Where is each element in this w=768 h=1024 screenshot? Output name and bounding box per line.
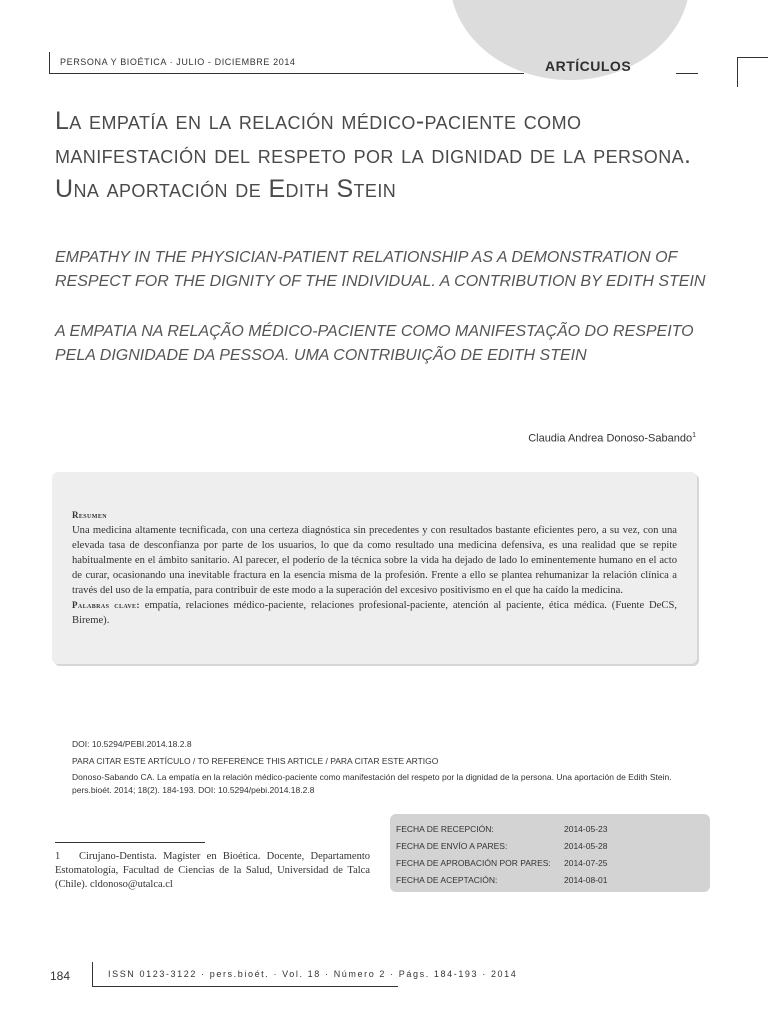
- abstract-text: Una medicina altamente tecnificada, con una certeza diagnóstica sin precedentes y con resultados bastante eficientes pero, a su vez, con una elevada tasa de desconfianza por parte de los usuarios, lo que da como resultado una medicina defensiva, es una realidad que se repite habitualmente en el ámbito sanitario. Al parecer, el poderío de la técnica sobre la vida ha dejado de lado lo eminentemente humano en el acto de curar, ocasionando una inevitable fractura en la esencia misma de la profesión. Frente a ello se plantea rehumanizar la relación clínica a través del uso de la empatía, para contribuir de este modo a la superación del excesivo positivismo en el que ha caído la medicina.: [72, 525, 677, 596]
- author-line: [528, 432, 696, 445]
- cite-label: PARA CITAR ESTE ARTÍCULO / TO REFERENCE THIS ARTICLE / PARA CITAR ESTE ARTIGO: [72, 756, 439, 766]
- author-name: Claudia Andrea Donoso-Sabando: [528, 432, 693, 445]
- keywords-line: [72, 598, 677, 628]
- header-rule-right-vertical: [737, 57, 738, 87]
- footer-rule-vertical: [92, 962, 93, 987]
- dates-row: [396, 871, 607, 888]
- date-label-accepted: FECHA DE ACEPTACIÓN:: [396, 874, 498, 885]
- date-value-received: 2014-05-23: [564, 823, 608, 834]
- dates-row: [396, 820, 607, 837]
- doi-line: DOI: 10.5294/PEBI.2014.18.2.8: [72, 739, 192, 749]
- article-title-portuguese: A EMPATIA NA RELAÇÃO MÉDICO-PACIENTE COMO MANIFESTAÇÃO DO RESPEITO PELA DIGNIDADE DA PESSOA. UMA CONTRIBUIÇÃO DE EDITH STEIN: [55, 323, 694, 364]
- article-title-spanish: La empatía en la relación médico-paciente como manifestación del respeto por la dignidad de la persona. Una aportación de Edith Stein: [55, 107, 692, 203]
- abstract-heading: Resumen: [72, 510, 107, 520]
- header-rule-right-corner: [737, 57, 768, 58]
- date-value-sent-peers: 2014-05-28: [564, 840, 608, 851]
- footnote-number: 1: [55, 851, 61, 862]
- section-label: ARTÍCULOS: [545, 58, 632, 74]
- page-number: 184: [50, 969, 71, 983]
- date-value-approved: 2014-07-25: [564, 857, 608, 868]
- author-footnote-mark: 1: [692, 432, 696, 439]
- dates-row: [396, 837, 607, 854]
- article-title-english: EMPATHY IN THE PHYSICIAN-PATIENT RELATIONSHIP AS A DEMONSTRATION OF RESPECT FOR THE DIGNITY OF THE INDIVIDUAL. A CONTRIBUTION BY EDITH STEIN: [55, 249, 706, 290]
- footnote-text: Cirujano-Dentista. Magíster en Bioética. Docente, Departamento Estomatología, Facultad de Ciencias de la Salud, Universidad de Talca (Chile). cldonoso@utalca.cl: [55, 851, 370, 890]
- date-label-approved: FECHA DE APROBACIÓN POR PARES:: [396, 857, 551, 868]
- header-rule-left: [49, 73, 524, 74]
- date-label-received: FECHA DE RECEPCIÓN:: [396, 823, 494, 834]
- footnote-rule: [55, 842, 205, 843]
- abstract-box: [52, 472, 697, 664]
- date-label-sent-peers: FECHA DE ENVÍO A PARES:: [396, 840, 508, 851]
- footnote: [55, 850, 370, 892]
- header-rule-left-vertical: [49, 52, 50, 74]
- dates-row: [396, 854, 607, 871]
- keywords-label: Palabras clave:: [72, 600, 140, 610]
- footer-rule: [92, 986, 398, 987]
- citation-reference: Donoso-Sabando CA. La empatía en la relación médico-paciente como manifestación del respeto por la dignidad de la persona. Una aportación de Edith Stein. pers.bioét. 2014; 18(2). 184-193. DOI: 10.5294/pebi.2014.18.2.8: [72, 772, 672, 795]
- header-rule-right: [676, 73, 698, 74]
- dates-table: [396, 820, 607, 888]
- footer-issn-line: ISSN 0123-3122 · pers.bioét. · Vol. 18 · Número 2 · Págs. 184-193 · 2014: [108, 969, 518, 979]
- dates-box: [390, 814, 710, 892]
- date-value-accepted: 2014-08-01: [564, 874, 608, 885]
- keywords-text: empatía, relaciones médico-paciente, relaciones profesional-paciente, atención al paciente, ética médica. (Fuente DeCS, Bireme).: [72, 600, 677, 626]
- journal-header: PERSONA Y BIOÉTICA · JULIO - DICIEMBRE 2014: [60, 57, 296, 67]
